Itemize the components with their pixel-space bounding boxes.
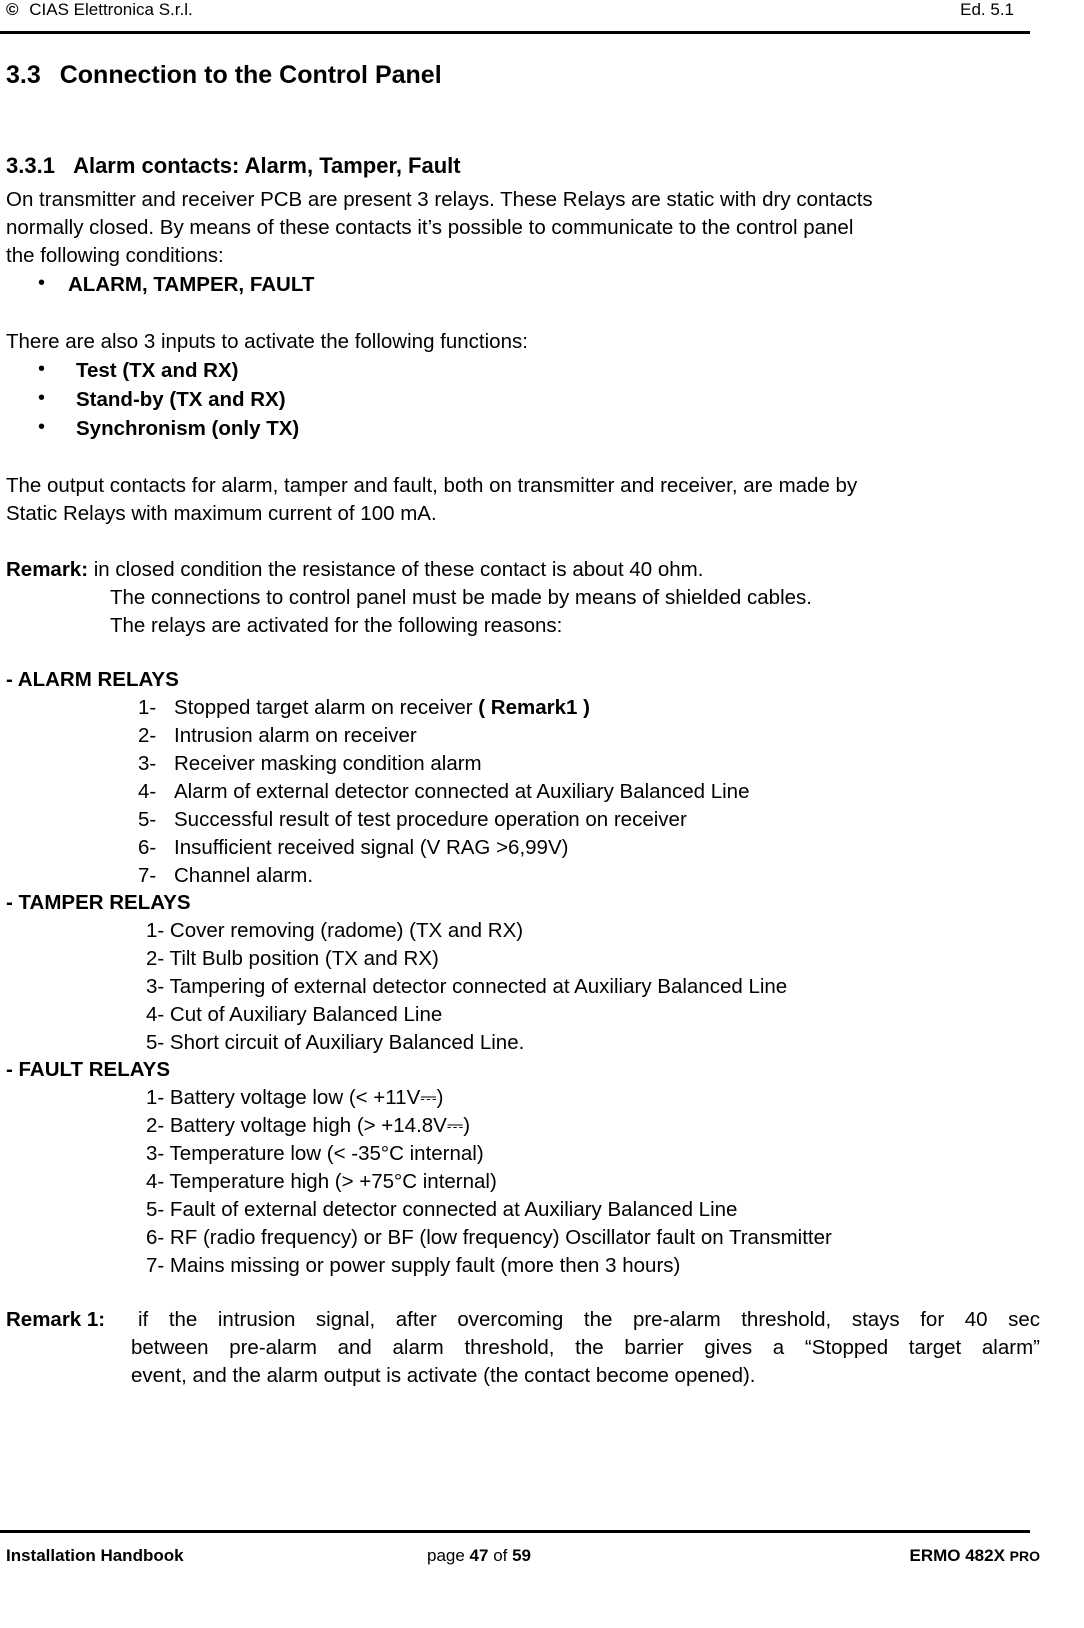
list-item: 4- Temperature high (> +75°C internal) bbox=[146, 1170, 497, 1193]
alarm-relays-heading: - ALARM RELAYS bbox=[6, 668, 179, 691]
list-item: 3- Receiver masking condition alarm bbox=[138, 752, 482, 775]
page-number: page 47 of 59 bbox=[427, 1546, 532, 1565]
product-name: ERMO 482X PRO bbox=[909, 1546, 1040, 1565]
inputs-lead: There are also 3 inputs to activate the following functions: bbox=[6, 330, 528, 353]
remark1-label: Remark 1: bbox=[6, 1308, 106, 1331]
company-name: CIAS Elettronica S.r.l. bbox=[29, 0, 193, 19]
edition: Ed. 5.1 bbox=[960, 0, 1014, 19]
list-item: 4- Alarm of external detector connected at Auxiliary Balanced Line bbox=[138, 780, 750, 803]
list-item: 6- RF (radio frequency) or BF (low frequency) Oscillator fault on Transmitter bbox=[146, 1226, 832, 1249]
list-item: 1- Stopped target alarm on receiver ( Remark1 ) bbox=[138, 696, 590, 719]
page-header bbox=[6, 0, 193, 20]
remark-line: The relays are activated for the following reasons: bbox=[110, 614, 563, 637]
section-number: 3.3 bbox=[6, 61, 41, 89]
bullet-icon: • bbox=[38, 416, 46, 438]
subsection-heading bbox=[6, 153, 461, 179]
list-item: 1- Battery voltage low (< +11V⎓) bbox=[146, 1086, 444, 1109]
bullet-icon: • bbox=[38, 272, 46, 294]
footer-rule bbox=[0, 1530, 1030, 1533]
remark1-line: event, and the alarm output is activate (the contact become opened). bbox=[131, 1364, 756, 1387]
list-item: 2- Battery voltage high (> +14.8V⎓) bbox=[146, 1114, 471, 1137]
header-rule bbox=[0, 31, 1030, 34]
list-item: 2- Intrusion alarm on receiver bbox=[138, 724, 417, 747]
intro-line: normally closed. By means of these contacts it’s possible to communicate to the control panel bbox=[6, 216, 854, 239]
list-item: 3- Tampering of external detector connected at Auxiliary Balanced Line bbox=[146, 975, 788, 998]
list-item: 5- Successful result of test procedure operation on receiver bbox=[138, 808, 687, 831]
list-item: 7- Mains missing or power supply fault (more then 3 hours) bbox=[146, 1254, 681, 1277]
remark-line bbox=[6, 556, 703, 584]
input-item: Stand-by (TX and RX) bbox=[76, 388, 286, 411]
input-item: Synchronism (only TX) bbox=[76, 417, 300, 440]
alarm-relays-list bbox=[138, 694, 749, 890]
remark-text: in closed condition the resistance of these contact is about 40 ohm. bbox=[88, 558, 704, 581]
copyright-icon: © bbox=[6, 0, 19, 19]
section-heading bbox=[6, 61, 442, 90]
intro-line: On transmitter and receiver PCB are present 3 relays. These Relays are static with dry contacts bbox=[6, 188, 873, 211]
outputs-line: The output contacts for alarm, tamper and fault, both on transmitter and receiver, are made by bbox=[6, 474, 858, 497]
fault-relays-list bbox=[146, 1084, 832, 1280]
remark1-line: if the intrusion signal, after overcoming the pre-alarm threshold, stays for 40 sec bbox=[138, 1308, 1040, 1331]
subsection-number: 3.3.1 bbox=[6, 153, 55, 178]
remark1-line: between pre-alarm and alarm threshold, the barrier gives a “Stopped target alarm” bbox=[131, 1336, 1040, 1359]
list-item: 1- Cover removing (radome) (TX and RX) bbox=[146, 919, 524, 942]
list-item: 2- Tilt Bulb position (TX and RX) bbox=[146, 947, 439, 970]
section-title: Connection to the Control Panel bbox=[59, 61, 442, 89]
remark-label: Remark: bbox=[6, 558, 89, 581]
remark-line: The connections to control panel must be made by means of shielded cables. bbox=[110, 586, 812, 609]
list-item: 3- Temperature low (< -35°C internal) bbox=[146, 1142, 484, 1165]
list-item: 6- Insufficient received signal (V RAG >6,99V) bbox=[138, 836, 569, 859]
footer-handbook: Installation Handbook bbox=[6, 1546, 184, 1565]
outputs-paragraph bbox=[6, 472, 857, 528]
list-item: 4- Cut of Auxiliary Balanced Line bbox=[146, 1003, 443, 1026]
bullet-icon: • bbox=[38, 387, 46, 409]
outputs-line: Static Relays with maximum current of 100 mA. bbox=[6, 502, 437, 525]
tamper-relays-heading: - TAMPER RELAYS bbox=[6, 891, 191, 914]
subsection-title: Alarm contacts: Alarm, Tamper, Fault bbox=[73, 153, 461, 178]
conditions-bullet: ALARM, TAMPER, FAULT bbox=[68, 273, 315, 296]
list-item: 5- Fault of external detector connected at Auxiliary Balanced Line bbox=[146, 1198, 738, 1221]
fault-relays-heading: - FAULT RELAYS bbox=[6, 1058, 171, 1081]
tamper-relays-list bbox=[146, 917, 787, 1057]
intro-line: the following conditions: bbox=[6, 244, 224, 267]
list-item: 5- Short circuit of Auxiliary Balanced Line. bbox=[146, 1031, 525, 1054]
intro-paragraph bbox=[6, 186, 873, 270]
bullet-icon: • bbox=[38, 358, 46, 380]
list-item: 7- Channel alarm. bbox=[138, 864, 314, 887]
input-item: Test (TX and RX) bbox=[76, 359, 239, 382]
